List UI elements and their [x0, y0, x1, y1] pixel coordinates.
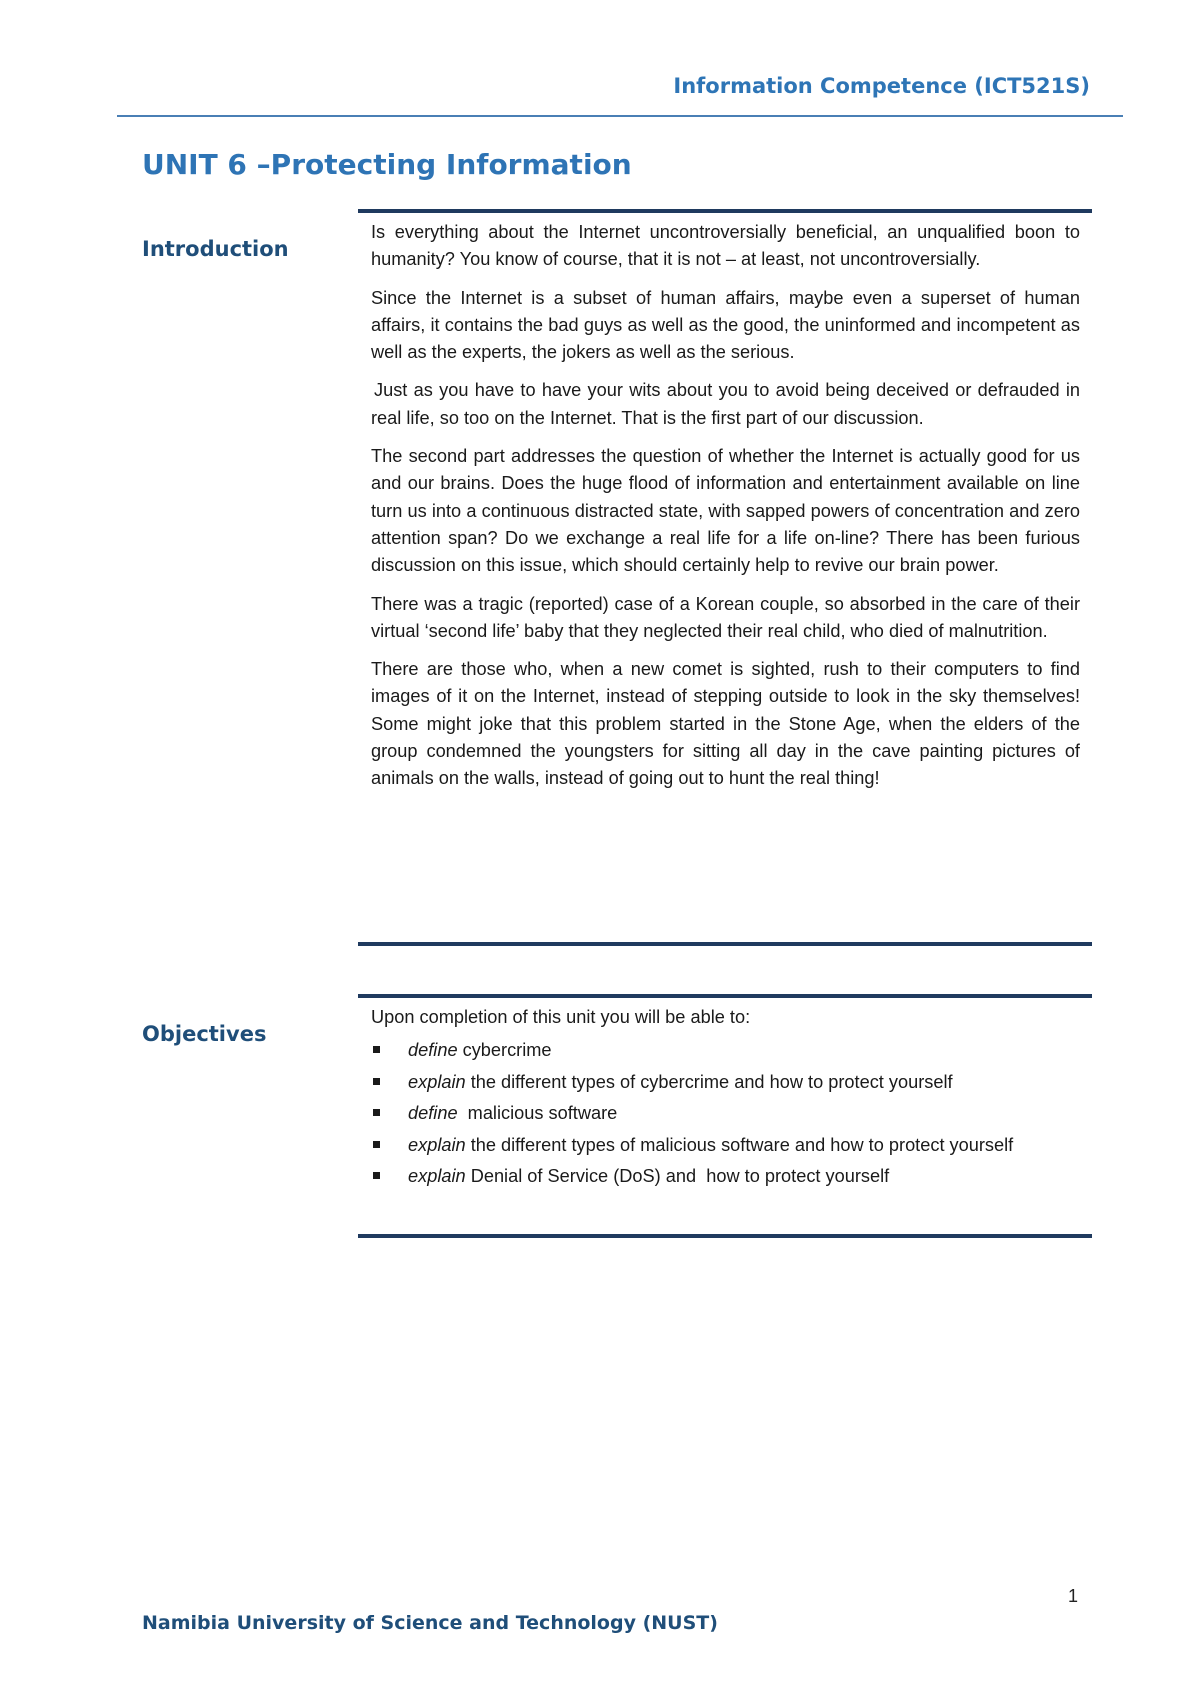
objective-verb: define — [408, 1103, 458, 1123]
header-rule — [117, 115, 1123, 117]
objective-verb: define — [408, 1040, 458, 1060]
objective-item — [371, 1100, 1080, 1127]
objectives-intro: Upon completion of this unit you will be able to: — [371, 1007, 751, 1027]
objective-item — [371, 1132, 1080, 1159]
introduction-box — [358, 209, 1092, 946]
intro-paragraph-3: Just as you have to have your wits about you to avoid being deceived or defrauded in real life, so too on the Internet. That is the first part of our discussion. — [371, 380, 1080, 428]
bullet-square-icon — [373, 1141, 380, 1148]
objective-verb: explain — [408, 1071, 466, 1092]
intro-paragraph-4: The second part addresses the question of whether the Internet is actually good for us and our brains. Does the huge flood of information and entertainment available on line turn us into a continuous distracted state, with sapped powers of concentration and zero attention span? Do we exchange a real life for a life on-line? There has been furious discussion on this issue, which should certainly help to revive our brain power. — [371, 446, 1080, 576]
objective-item — [371, 1163, 1080, 1190]
intro-paragraph-1: Is everything about the Internet uncontroversially beneficial, an unqualified boon to humanity? You know of course, that it is not – at least, not uncontroversially. — [371, 222, 1080, 270]
objectives-box — [358, 994, 1092, 1238]
bullet-square-icon — [373, 1078, 380, 1085]
intro-paragraph-5: There was a tragic (reported) case of a Korean couple, so absorbed in the care of their virtual ‘second life’ baby that they neglected their real child, who died of malnutrition. — [371, 593, 1080, 641]
page-number: 1 — [1067, 1586, 1078, 1606]
objectives-label: Objectives — [142, 1022, 267, 1046]
objective-text: the different types of malicious software and how to protect yourself — [465, 1134, 1014, 1155]
objective-verb: explain — [408, 1166, 466, 1186]
objective-text: malicious software — [457, 1103, 618, 1123]
objective-text: Denial of Service (DoS) and how to protect yourself — [465, 1166, 890, 1186]
bullet-square-icon — [373, 1046, 380, 1053]
intro-paragraph-2: Since the Internet is a subset of human affairs, maybe even a superset of human affairs, it contains the bad guys as well as the good, the uninformed and incompetent as well as the experts, the jokers as well as the serious. — [371, 287, 1080, 363]
footer: Namibia University of Science and Technology (NUST) — [142, 1612, 718, 1634]
intro-paragraph-6: There are those who, when a new comet is sighted, rush to their computers to find images of it on the Internet, instead of stepping outside to look in the sky themselves! Some might joke that this problem started in the Stone Age, when the elders of the group condemned the youngsters for sitting all day in the cave painting pictures of animals on the walls, instead of going out to hunt the real thing! — [371, 659, 1080, 789]
bullet-square-icon — [373, 1172, 380, 1179]
objective-item — [371, 1037, 1080, 1064]
introduction-label: Introduction — [142, 237, 289, 261]
objective-text: cybercrime — [457, 1040, 552, 1060]
objective-item — [371, 1069, 1080, 1096]
bullet-square-icon — [373, 1109, 380, 1116]
objectives-list — [371, 1037, 1080, 1190]
unit-title: UNIT 6 –Protecting Information — [142, 148, 632, 181]
objective-text: the different types of cybercrime and how to protect yourself — [465, 1071, 953, 1092]
objective-verb: explain — [408, 1134, 466, 1155]
running-header: Information Competence (ICT521S) — [673, 74, 1090, 98]
